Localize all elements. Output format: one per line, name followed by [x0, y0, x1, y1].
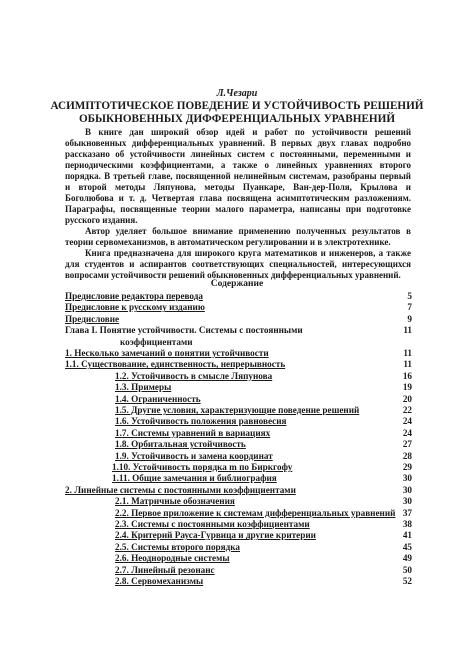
toc-entry [0, 519, 474, 530]
toc-entry-page: 49 [402, 553, 412, 564]
toc-entry-title: 1.7. Системы уравнений в вариациях [115, 427, 271, 438]
toc-entry-page: 22 [402, 405, 412, 415]
toc-entry [0, 394, 474, 405]
toc-entry-page: 24 [402, 427, 412, 438]
abstract-paragraph: Книга предназначена для широкого круга математиков и инженеров, а также для студентов и аспирантов соответствующих специальностей, интересующихся вопросами устойчивости решений обыкновенных дифференциальных уравнений. [65, 248, 411, 280]
toc-entry-title: 1.9. Устойчивость и замена координат [115, 450, 273, 461]
toc-entry [0, 508, 474, 519]
toc-entry-title: 1.3. Примеры [115, 382, 172, 393]
toc-entry [0, 565, 474, 576]
toc-entry-title: 2.6. Неоднородные системы [115, 553, 230, 564]
toc-entry-page: 41 [402, 530, 412, 541]
toc-entry-page: 30 [402, 473, 412, 484]
toc-entry-page: 28 [402, 450, 412, 461]
toc-entry-title: 2.2. Первое приложение к системам дифференциальных уравнений [115, 507, 396, 518]
toc-entry-title: 1.10. Устойчивость порядка m по Биркгофу [112, 462, 293, 472]
toc-entry [0, 428, 474, 439]
toc-entry [0, 348, 474, 359]
abstract-paragraph: В книге дан широкий обзор идей и работ по устойчивости решений обыкновенных дифференциальных уравнений. В первых двух главах подробно рассказано об устойчивости линейных систем с постоянными, переменными и периодическими коэффициентами, а также о линейных уравнениях второго порядка. В третьей главе, посвященной нелинейным системам, разобраны первый и второй методы Ляпунова, методы Пуанкаре, Ван-дер-Поля, Крылова и Боголюбова и т. д. Четвертая глава посвящена асимптотическим разложениям. Параграфы, посвященные теории малого параметра, написаны при подготовке русского издания. [65, 127, 411, 225]
toc-entry-page: 38 [402, 519, 412, 529]
toc-entry [0, 337, 474, 348]
toc-entry-title: 2.3. Системы с постоянными коэффициентами [115, 519, 310, 529]
toc-entry-page: 37 [402, 507, 412, 518]
toc-entry-title: 1. Несколько замечаний о понятии устойчивости [65, 348, 269, 358]
toc-entry-title: 2.1. Матричные обозначения [115, 496, 235, 507]
toc-entry [0, 325, 474, 336]
toc-entry-title: Предисловие [65, 313, 120, 324]
toc-entry [0, 530, 474, 541]
toc-entry [0, 382, 474, 393]
toc-entry [0, 371, 474, 382]
toc-entry [0, 451, 474, 462]
toc-entry-title: 1.11. Общие замечания и библиография [112, 473, 277, 484]
toc-entry [0, 462, 474, 473]
toc-entry [0, 439, 474, 450]
toc-entry-page: 11 [403, 348, 412, 358]
toc-entry-title: 2.5. Системы второго порядка [115, 541, 241, 552]
toc-entry [0, 542, 474, 553]
toc-entry [0, 553, 474, 564]
toc-entry-title: 1.8. Орбитальная устойчивость [115, 439, 246, 450]
toc-entry [0, 496, 474, 507]
toc-entry [0, 485, 474, 496]
toc-entry [0, 576, 474, 587]
toc-entry-page: 11 [403, 359, 412, 370]
book-title-line-1: АСИМПТОТИЧЕСКОЕ ПОВЕДЕНИЕ И УСТОЙЧИВОСТЬ РЕШЕНИЙ [50, 100, 424, 112]
toc-entry-page: 7 [407, 302, 412, 313]
toc-entry-page: 52 [402, 576, 412, 586]
toc-entry [0, 314, 474, 325]
toc-entry-title: Предисловие редактора перевода [65, 291, 203, 301]
toc-entry-page: 24 [402, 416, 412, 427]
toc-entry [0, 405, 474, 416]
toc-entry [0, 359, 474, 370]
toc-entry-page: 50 [402, 564, 412, 575]
toc-entry-page: 9 [407, 313, 412, 324]
toc-entry-page: 5 [407, 291, 412, 301]
toc-entry-title: 2. Линейные системы с постоянными коэффициентами [65, 484, 296, 495]
toc-entry-page: 29 [402, 462, 412, 472]
toc-entry [0, 416, 474, 427]
toc-entry-page: 19 [402, 382, 412, 393]
toc-entry-title: 1.4. Ограниченность [115, 393, 201, 404]
toc-entry-page: 30 [402, 484, 412, 495]
author-name: Л.Чезари [216, 88, 258, 99]
toc-entry-title: Предисловие к русскому изданию [65, 302, 205, 313]
toc-entry-title: коэффициентами [120, 336, 193, 347]
toc-entry-title: Глава I. Понятие устойчивости. Системы с постоянными [65, 325, 303, 336]
toc-entry-page: 16 [402, 370, 412, 381]
contents-heading: Содержание [210, 279, 264, 289]
toc-entry [0, 291, 474, 302]
toc-entry-title: 2.4. Критерий Рауса-Гурвица и другие критерии [115, 530, 316, 541]
toc-entry-page: 30 [402, 496, 412, 507]
book-title-line-2: ОБЫКНОВЕННЫХ ДИФФЕРЕНЦИАЛЬНЫХ УРАВНЕНИЙ [78, 113, 396, 125]
toc-entry-page: 45 [402, 541, 412, 552]
toc-entry-title: 1.2. Устойчивость в смысле Ляпунова [115, 370, 273, 381]
book-title [30, 100, 444, 126]
toc-entry-title: 2.7. Линейный резонанс [115, 564, 215, 575]
toc-entry-page: 20 [402, 393, 412, 404]
toc-entry-title: 1.5. Другие условия, характеризующие поведение решений [115, 405, 360, 415]
abstract-paragraph: Автор уделяет большое внимание применению полученных результатов в теории сервомеханизмов, в автоматическом регулировании и в электротехнике. [65, 226, 411, 247]
toc-entry-title: 1.6. Устойчивость положения равновесия [115, 416, 287, 427]
toc-entry [0, 473, 474, 484]
toc-entry-page: 11 [403, 325, 412, 336]
toc-entry-title: 2.8. Сервомеханизмы [115, 576, 204, 586]
toc-entry [0, 302, 474, 313]
toc-entry-title: 1.1. Существование, единственность, непрерывность [65, 359, 286, 370]
toc-entry-page: 27 [402, 439, 412, 450]
